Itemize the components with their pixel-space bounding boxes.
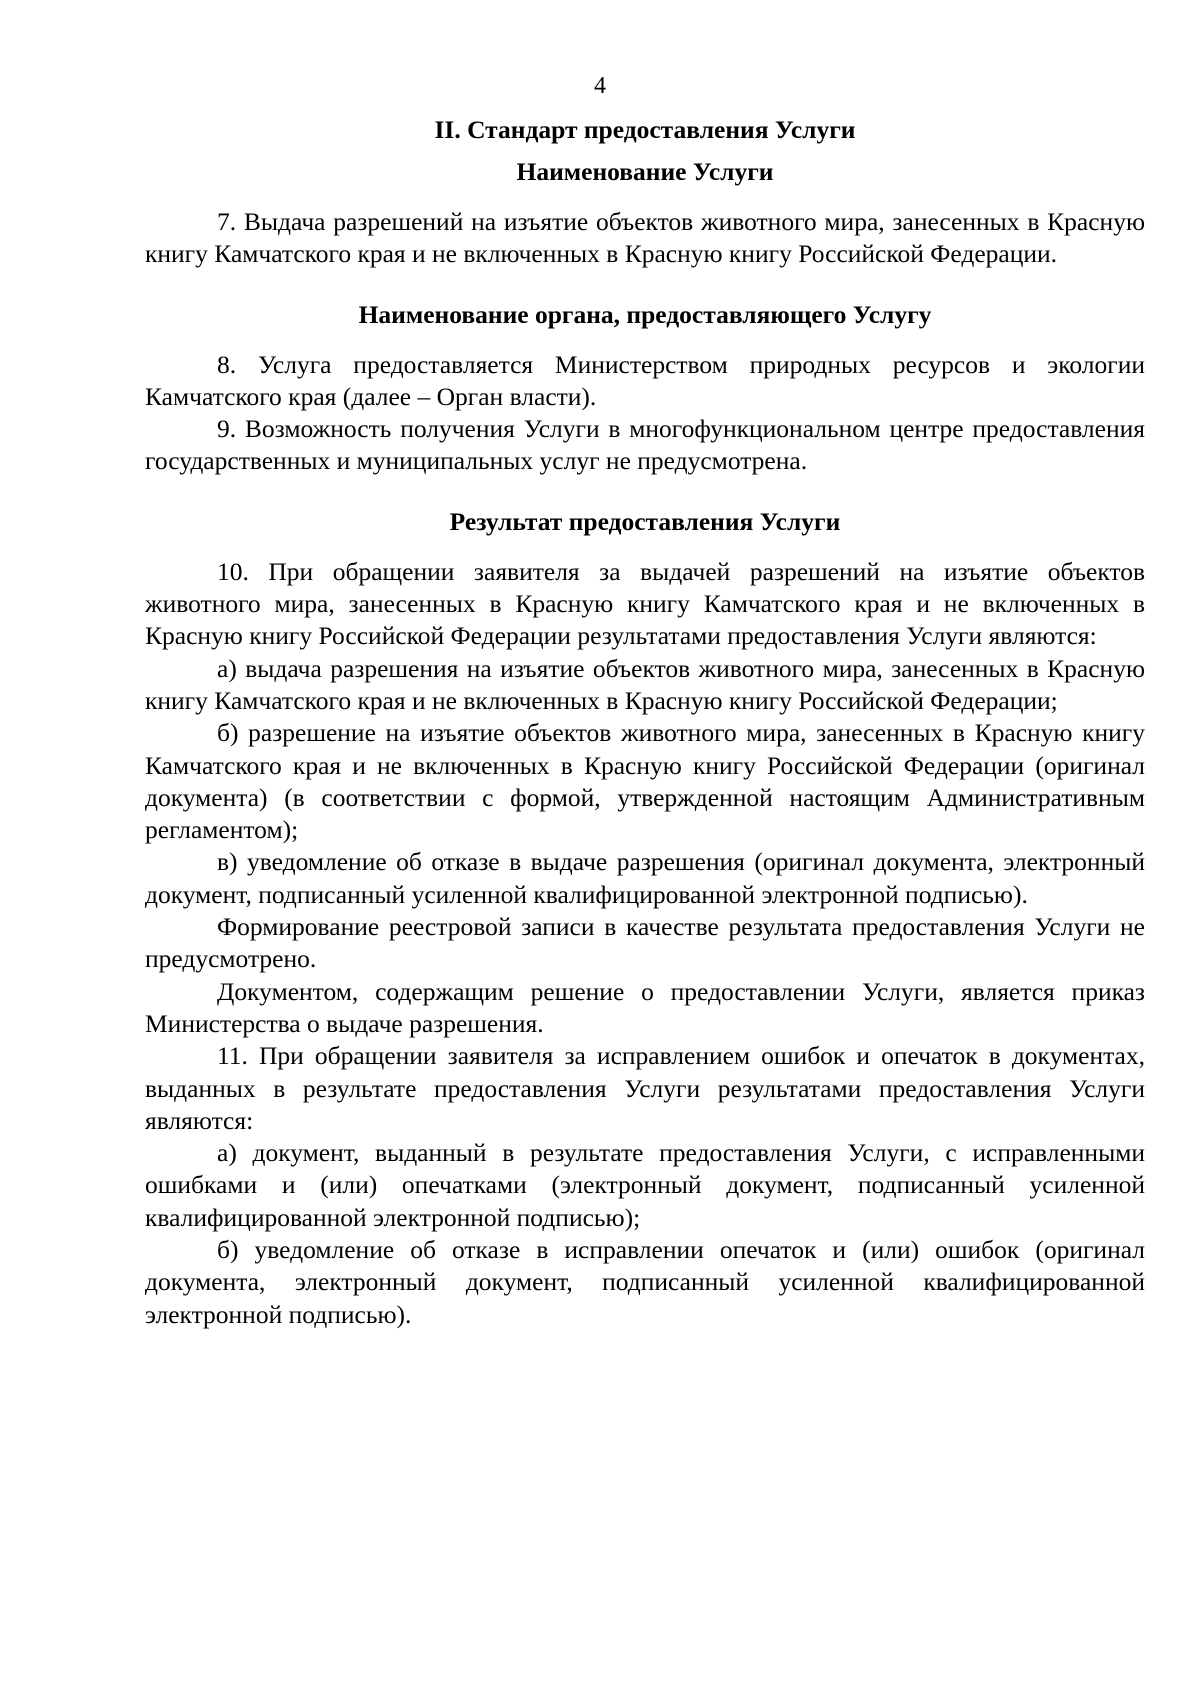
- document-content: [145, 114, 1145, 1331]
- paragraph-9: 9. Возможность получения Услуги в многофункциональном центре предоставления государственных и муниципальных услуг не предусмотрена.: [145, 414, 1145, 476]
- heading-result: Результат предоставления Услуги: [449, 506, 841, 536]
- section-title: II. Стандарт предоставления Услуги: [434, 115, 856, 144]
- paragraph-11: 11. При обращении заявителя за исправлением ошибок и опечаток в документах, выданных в результате предоставления Услуги результатами предоставления Услуги являются:: [145, 1041, 1145, 1135]
- paragraph-11-a: а) документ, выданный в результате предоставления Услуги, с исправленными ошибками и (или) опечатками (электронный документ, подписанный усиленной квалифицированной электронной подписью);: [145, 1138, 1145, 1232]
- heading-service-name: Наименование Услуги: [516, 157, 774, 186]
- paragraph-8: 8. Услуга предоставляется Министерством природных ресурсов и экологии Камчатского края (далее – Орган власти).: [145, 349, 1145, 411]
- paragraph-decision-document: Документом, содержащим решение о предоставлении Услуги, является приказ Министерства о выдаче разрешения.: [145, 976, 1145, 1038]
- paragraph-10: 10. При обращении заявителя за выдачей разрешений на изъятие объектов животного мира, занесенных в Красную книгу Камчатского края и не включенных в Красную книгу Российской Федерации результатами предоставления Услуги являются:: [145, 556, 1145, 651]
- paragraph-10-v: в) уведомление об отказе в выдаче разрешения (оригинал документа, электронный документ, подписанный усиленной квалифицированной электронной подписью).: [145, 847, 1145, 909]
- paragraph-7: 7. Выдача разрешений на изъятие объектов животного мира, занесенных в Красную книгу Камчатского края и не включенных в Красную книгу Российской Федерации.: [145, 207, 1145, 269]
- paragraph-registry: Формирование реестровой записи в качестве результата предоставления Услуги не предусмотрено.: [145, 912, 1145, 974]
- paragraph-10-b: б) разрешение на изъятие объектов животного мира, занесенных в Красную книгу Камчатского края и не включенных в Красную книгу Российской Федерации (оригинал документа) (в соответствии с формой, утвержденной настоящим Административным регламентом);: [145, 718, 1145, 845]
- heading-authority-name: Наименование органа, предоставляющего Услугу: [358, 299, 932, 329]
- paragraph-10-a: а) выдача разрешения на изъятие объектов животного мира, занесенных в Красную книгу Камчатского края и не включенных в Красную книгу Российской Федерации;: [145, 653, 1145, 715]
- paragraph-11-b: б) уведомление об отказе в исправлении опечаток и (или) ошибок (оригинал документа, электронный документ, подписанный усиленной квалифицированной электронной подписью).: [145, 1235, 1145, 1329]
- page-number: 4: [594, 73, 606, 99]
